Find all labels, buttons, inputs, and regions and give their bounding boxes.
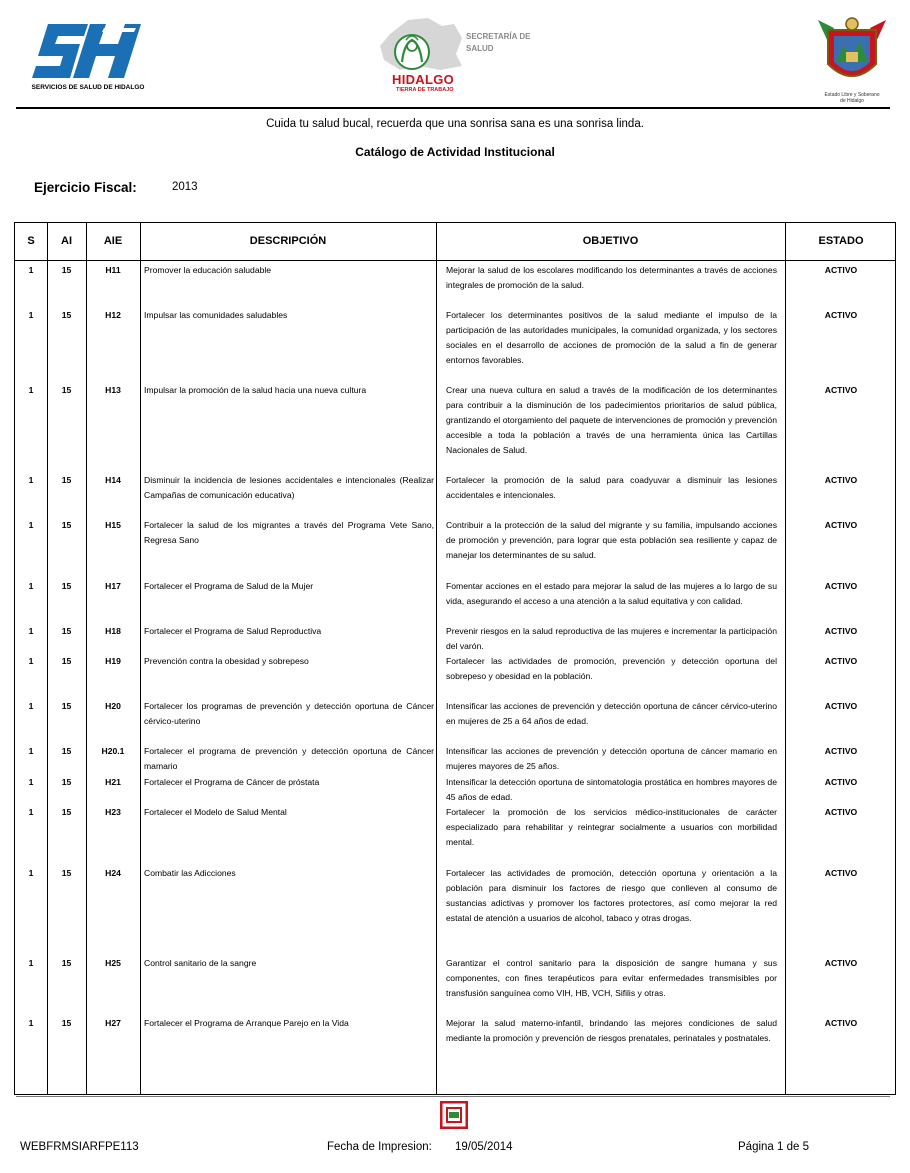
- document-title: Catálogo de Actividad Institucional: [355, 145, 555, 159]
- cell-ai: 15: [61, 385, 72, 395]
- cell-aie: H13: [105, 385, 121, 395]
- hidalgo-map-icon: [370, 14, 470, 74]
- cell-ai: 15: [61, 626, 72, 636]
- report-code: WEBFRMSIARFPE113: [20, 1141, 139, 1153]
- secretaria-label: [466, 31, 530, 55]
- fiscal-year-label: Ejercicio Fiscal:: [34, 180, 137, 195]
- cell-objetivo: Intensificar la detección oportuna de sintomatologia prostática en hombres mayores de 45 años de edad.: [446, 777, 777, 803]
- escudo-caption: [814, 92, 890, 104]
- cell-estado: ACTIVO: [824, 656, 858, 666]
- cell-descripcion: Fortalecer el programa de prevención y detección oportuna de Cáncer mamario: [144, 746, 434, 772]
- cell-s: 1: [28, 626, 34, 636]
- slogan: Cuida tu salud bucal, recuerda que una sonrisa sana es una sonrisa linda.: [266, 118, 644, 130]
- page-number: Página 1 de 5: [738, 1141, 809, 1153]
- cell-ai: 15: [61, 777, 72, 787]
- cell-s: 1: [28, 385, 34, 395]
- cell-estado: ACTIVO: [824, 626, 858, 636]
- footer-divider: [16, 1096, 890, 1097]
- cell-descripcion: Fortalecer el Programa de Cáncer de próstata: [144, 777, 320, 787]
- col-header-s: S: [27, 235, 35, 247]
- cell-ai: 15: [61, 520, 72, 530]
- cell-descripcion: Fortalecer el Programa de Arranque Parejo en la Vida: [144, 1018, 349, 1028]
- cell-estado: ACTIVO: [824, 701, 858, 711]
- cell-ai: 15: [61, 958, 72, 968]
- cell-s: 1: [28, 868, 34, 878]
- cell-objetivo: Crear una nueva cultura en salud a través de la modificación de los determinantes para contribuir a la disminución de los padecimientos prioritarios de salud pública, grantizando el otorgamiento del paquete de intervenciones de promoción y prevención accesible a toda la población a través de una herramienta única las Cartillas Nacionales de Salud.: [446, 385, 777, 456]
- cell-ai: 15: [61, 868, 72, 878]
- header-row-divider: [15, 260, 895, 261]
- cell-ai: 15: [61, 656, 72, 666]
- cell-s: 1: [28, 807, 34, 817]
- cell-ai: 15: [61, 807, 72, 817]
- cell-estado: ACTIVO: [824, 385, 858, 395]
- cell-aie: H24: [105, 868, 121, 878]
- cell-descripcion: Fortalecer el Programa de Salud de la Mujer: [144, 581, 314, 591]
- cell-descripcion: Impulsar la promoción de la salud hacia una nueva cultura: [144, 385, 367, 395]
- cell-s: 1: [28, 475, 34, 485]
- cell-estado: ACTIVO: [824, 1018, 858, 1028]
- fiscal-year-value: 2013: [172, 181, 198, 193]
- cell-s: 1: [28, 581, 34, 591]
- cell-objetivo: Intensificar las acciones de prevención y detección oportuna de cáncer mamario en mujeres mayores de 25 años.: [446, 746, 777, 772]
- cell-descripcion: Prevención contra la obesidad y sobrepeso: [144, 656, 309, 666]
- cell-ai: 15: [61, 475, 72, 485]
- cell-aie: H27: [105, 1018, 121, 1028]
- cell-aie: H15: [105, 520, 121, 530]
- cell-aie: H19: [105, 656, 121, 666]
- cell-ai: 15: [61, 310, 72, 320]
- print-date-value: 19/05/2014: [455, 1141, 513, 1153]
- activity-catalog-table: [14, 222, 896, 1095]
- state-coat-of-arms: [814, 12, 890, 102]
- cell-objetivo: Mejorar la salud de los escolares modificando los determinantes a través de acciones integrales de promoción de la salud.: [446, 265, 777, 291]
- ssh-caption: SERVICIOS DE SALUD DE HIDALGO: [31, 84, 145, 91]
- secretaria-line1: SECRETARÍA DE: [466, 32, 531, 41]
- cell-estado: ACTIVO: [824, 807, 858, 817]
- col-header-ai: AI: [61, 235, 72, 247]
- cell-aie: H18: [105, 626, 121, 636]
- cell-s: 1: [28, 958, 34, 968]
- cell-objetivo: Fortalecer las actividades de promoción, detección oportuna y orientación a la población para disminuir los factores de riesgo que conlleven al consumo de sustancias adictivas y promover los factores protectores, así como mejorar la red estatal de atención a usuarios de alcohol, tabaco y otras drogas.: [446, 868, 777, 924]
- cell-aie: H14: [105, 475, 121, 485]
- coat-of-arms-icon: [814, 12, 890, 90]
- cell-aie: H11: [105, 265, 121, 275]
- cell-aie: H20: [105, 701, 121, 711]
- cell-ai: 15: [61, 701, 72, 711]
- header-divider: [16, 107, 890, 109]
- cell-descripcion: Fortalecer la salud de los migrantes a través del Programa Vete Sano, Regresa Sano: [144, 520, 434, 546]
- secretaria-line2: SALUD: [466, 44, 494, 53]
- col-header-objetivo: OBJETIVO: [582, 235, 639, 247]
- cell-ai: 15: [61, 581, 72, 591]
- cell-aie: H17: [105, 581, 121, 591]
- cell-s: 1: [28, 310, 34, 320]
- cell-estado: ACTIVO: [824, 475, 858, 485]
- cell-descripcion: Impulsar las comunidades saludables: [144, 310, 288, 320]
- cell-objetivo: Fortalecer la promoción de la salud para coadyuvar a disminuir las lesiones accidentales e intencionales.: [446, 475, 777, 501]
- cell-descripcion: Promover la educación saludable: [144, 265, 272, 275]
- cell-estado: ACTIVO: [824, 777, 858, 787]
- cell-objetivo: Intensificar las acciones de prevención y detección oportuna de cáncer cérvico-uterino en mujeres de 25 a 64 años de edad.: [446, 701, 777, 727]
- cell-aie: H20.1: [101, 746, 125, 756]
- print-date-label: Fecha de Impresion:: [327, 1141, 432, 1153]
- column-divider: [436, 223, 437, 1094]
- cell-descripcion: Disminuir la incidencia de lesiones accidentales e intencionales (Realizar Campañas de comunicación educativa): [144, 475, 434, 501]
- cell-s: 1: [28, 265, 34, 275]
- cell-objetivo: Fortalecer los determinantes positivos de la salud mediante el impulso de la participación de las autoridades municipales, la comunidad organizada, y los sectores sociales en el desarrollo de acciones de promoción de la salud a fin de generar entornos favorables.: [446, 310, 777, 366]
- column-divider: [140, 223, 141, 1094]
- cell-estado: ACTIVO: [824, 310, 858, 320]
- cell-ai: 15: [61, 265, 72, 275]
- cell-s: 1: [28, 656, 34, 666]
- cell-s: 1: [28, 746, 34, 756]
- cell-descripcion: Fortalecer el Programa de Salud Reproductiva: [144, 626, 322, 636]
- cell-estado: ACTIVO: [824, 581, 858, 591]
- cell-objetivo: Fortalecer las actividades de promoción, prevención y detección oportuna del sobrepeso y obesidad en la población.: [446, 656, 777, 682]
- col-header-aie: AIE: [103, 235, 123, 247]
- cell-objetivo: Mejorar la salud materno-infantil, brindando las mejores condiciones de salud mediante la promoción y prevención de riesgos prenatales, perinatales y postnatales.: [446, 1018, 777, 1044]
- cell-descripcion: Fortalecer los programas de prevención y detección oportuna de Cáncer cérvico-uterino: [144, 701, 434, 727]
- cell-descripcion: Combatir las Adicciones: [144, 868, 236, 878]
- cell-ai: 15: [61, 746, 72, 756]
- cell-estado: ACTIVO: [824, 746, 858, 756]
- cell-objetivo: Garantizar el control sanitario para la disposición de sangre humana y sus componentes, con fines terapéuticos para evitar enfermedades transmisibles por transfusión sanguínea como VIH, HB, VCH, Sifilis y otras.: [446, 958, 777, 999]
- cell-aie: H23: [105, 807, 121, 817]
- cell-aie: H21: [105, 777, 121, 787]
- cell-estado: ACTIVO: [824, 958, 858, 968]
- cell-objetivo: Prevenir riesgos en la salud reproductiva de las mujeres e incrementar la participación del varón.: [446, 626, 777, 652]
- escudo-caption-line2: de Hidalgo: [840, 98, 864, 104]
- col-header-estado: ESTADO: [818, 235, 864, 247]
- cell-ai: 15: [61, 1018, 72, 1028]
- ssh-logo-mark-icon: [18, 18, 158, 84]
- cell-descripcion: Fortalecer el Modelo de Salud Mental: [144, 807, 287, 817]
- cell-objetivo: Contribuir a la protección de la salud del migrante y su familia, impulsando acciones de promoción y prevención, para lograr que esta población sea resiliente y capaz de manejar los determinantes de su salud.: [446, 520, 777, 561]
- cell-s: 1: [28, 777, 34, 787]
- cell-s: 1: [28, 520, 34, 530]
- cell-s: 1: [28, 701, 34, 711]
- col-header-descripcion: DESCRIPCIÓN: [249, 235, 327, 247]
- cell-aie: H12: [105, 310, 121, 320]
- cell-descripcion: Control sanitario de la sangre: [144, 958, 257, 968]
- cell-aie: H25: [105, 958, 121, 968]
- cell-objetivo: Fomentar acciones en el estado para mejorar la salud de las mujeres a lo largo de su vida, asegurando el acceso a una atención a la salud equitativa y con calidad.: [446, 581, 777, 607]
- cell-estado: ACTIVO: [824, 520, 858, 530]
- hidalgo-logo: [370, 14, 470, 100]
- ssh-logo: [18, 18, 158, 96]
- cell-objetivo: Fortalecer la promoción de los servicios médico-institucionales de carácter especializado para rehabilitar y reintegrar socialmente a usuarios con morbilidad mental.: [446, 807, 777, 848]
- escudo-caption-line1: Estado Libre y Soberano: [824, 92, 880, 98]
- hidalgo-name: HIDALGO: [392, 72, 455, 87]
- cell-estado: ACTIVO: [824, 868, 858, 878]
- ssh-footer-emblem-icon: [440, 1101, 468, 1129]
- hidalgo-tagline: TIERRA DE TRABAJO: [396, 87, 454, 93]
- cell-estado: ACTIVO: [824, 265, 858, 275]
- cell-s: 1: [28, 1018, 34, 1028]
